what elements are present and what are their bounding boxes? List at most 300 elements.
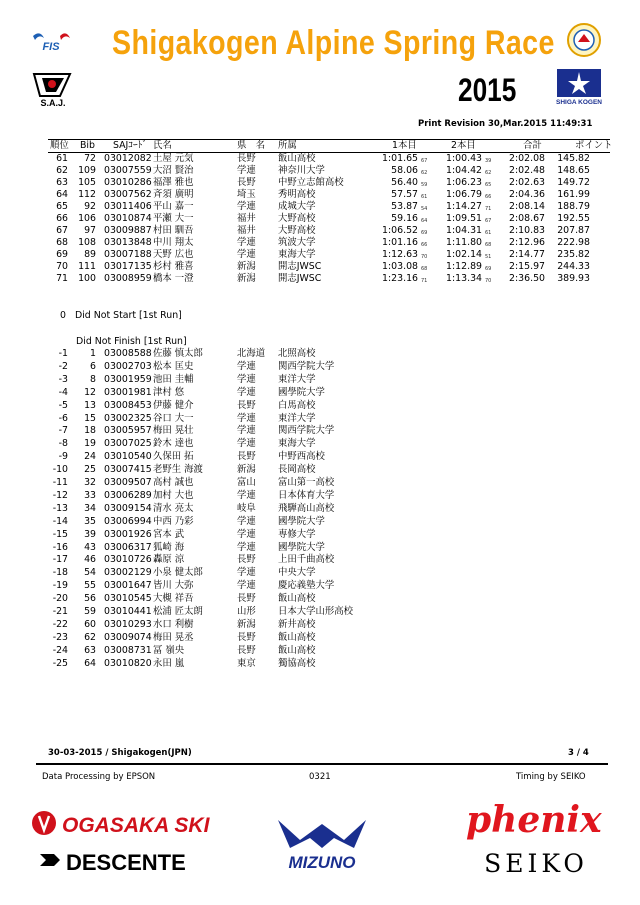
saj-code-cell: 03006289	[104, 489, 152, 501]
total-cell: 2:08.14	[509, 201, 545, 212]
rank-cell: -8	[58, 438, 68, 450]
name-cell: 宮本 武	[153, 528, 185, 540]
name-cell: 津村 悠	[153, 386, 185, 398]
bib-cell: 13	[84, 399, 96, 411]
header-total: 合計	[523, 140, 542, 151]
prefecture-cell: 学連	[237, 580, 256, 592]
bib-cell: 63	[84, 644, 96, 656]
svg-text:OGASAKA SKI: OGASAKA SKI	[62, 814, 210, 837]
rank-cell: -20	[52, 593, 68, 605]
name-cell: 小泉 健太郎	[153, 567, 203, 579]
club-cell: 成城大学	[278, 201, 316, 212]
saj-code-cell: 03007562	[104, 189, 152, 200]
run2-rank: 66	[485, 194, 492, 200]
name-cell: 佐藤 慎太郎	[153, 348, 203, 359]
bib-cell: 18	[84, 425, 96, 437]
bib-cell: 54	[84, 567, 96, 579]
club-cell: 神奈川大学	[278, 165, 325, 176]
prefecture-cell: 学連	[237, 489, 256, 501]
club-cell: 北照高校	[278, 348, 316, 359]
saj-code-cell: 03010545	[104, 593, 152, 605]
saj-code-cell: 03008959	[104, 273, 152, 284]
bib-cell: 24	[84, 451, 96, 463]
rank-cell: -2	[58, 360, 68, 372]
saj-code-cell: 03007188	[104, 249, 152, 260]
bib-cell: 92	[84, 201, 96, 212]
club-cell: 東海大学	[278, 249, 316, 260]
saj-code-cell: 03007415	[104, 464, 152, 476]
saj-code-cell: 03008731	[104, 644, 152, 656]
name-cell: 梅田 晃壮	[153, 425, 194, 437]
points-cell: 244.33	[557, 261, 590, 272]
rank-cell: -4	[58, 386, 68, 398]
total-cell: 2:08.67	[509, 213, 545, 224]
svg-text:SHIGA KOGEN: SHIGA KOGEN	[556, 99, 602, 105]
name-cell: 池田 圭輔	[153, 373, 194, 385]
club-cell: 大野高校	[278, 213, 316, 224]
bib-cell: 35	[84, 515, 96, 527]
fis-logo	[30, 30, 72, 54]
saj-code-cell: 03010874	[104, 213, 152, 224]
dns-label: Did Not Start [1st Run]	[74, 310, 182, 321]
run1-rank: 64	[421, 218, 428, 224]
run2-rank: 61	[485, 230, 492, 236]
bib-cell: 12	[84, 386, 96, 398]
run2-rank: 69	[485, 266, 492, 272]
prefecture-cell: 学連	[237, 412, 256, 424]
rank-cell: -19	[52, 580, 68, 592]
club-cell: 大野高校	[278, 225, 316, 236]
phenix-logo	[462, 800, 608, 842]
saj-code-cell: 03007025	[104, 438, 152, 450]
club-cell: 新井高校	[278, 618, 316, 630]
rank-cell: -7	[58, 425, 68, 437]
mizuno-logo	[272, 814, 372, 872]
run1-cell: 57.57	[391, 189, 418, 200]
prefecture-cell: 学連	[237, 567, 256, 579]
points-cell: 389.93	[557, 273, 590, 284]
rank-cell: -10	[52, 464, 68, 476]
points-cell: 161.99	[557, 189, 590, 200]
svg-text:SEIKO: SEIKO	[484, 849, 588, 876]
bib-cell: 108	[78, 237, 96, 248]
bib-cell: 1	[90, 348, 96, 359]
club-cell: 飯山高校	[278, 644, 316, 656]
saj-code-cell: 03002325	[104, 412, 152, 424]
run1-cell: 1:01.16	[382, 237, 418, 248]
footer-rule	[36, 763, 608, 765]
total-cell: 2:36.50	[509, 273, 545, 284]
name-cell: 村田 馴吾	[153, 225, 194, 236]
rank-cell: -13	[52, 502, 68, 514]
run2-rank: 68	[485, 242, 492, 248]
run1-cell: 1:06.52	[382, 225, 418, 236]
club-cell: 獨協高校	[278, 657, 316, 669]
saj-code-cell: 03017135	[104, 261, 152, 272]
points-cell: 148.65	[557, 165, 590, 176]
header-points: ポイント	[575, 140, 613, 151]
prefecture-cell: 学連	[237, 541, 256, 553]
club-cell: 専修大学	[278, 528, 316, 540]
club-cell: 富山第一高校	[278, 477, 335, 488]
name-cell: 土屋 元気	[153, 153, 194, 164]
name-cell: 老野生 海渡	[153, 464, 203, 476]
rank-cell: -9	[58, 451, 68, 463]
name-cell: 平瀬 大一	[153, 213, 194, 224]
name-cell: 谷口 大一	[153, 412, 194, 424]
prefecture-cell: 学連	[237, 386, 256, 398]
prefecture-cell: 学連	[237, 201, 256, 212]
run1-rank: 59	[421, 182, 428, 188]
prefecture-cell: 長野	[237, 399, 256, 411]
saj-code-cell: 03010441	[104, 606, 152, 617]
club-cell: 國學院大学	[278, 386, 325, 398]
points-cell: 192.55	[557, 213, 590, 224]
name-cell: 大槻 祥吾	[153, 593, 194, 605]
club-cell: 白馬高校	[278, 399, 316, 411]
run1-rank: 67	[421, 158, 428, 164]
rank-cell: -14	[52, 515, 68, 527]
name-cell: 水口 利樹	[153, 618, 194, 630]
prefecture-cell: 山形	[237, 606, 256, 617]
prefecture-cell: 学連	[237, 515, 256, 527]
prefecture-cell: 新潟	[237, 261, 256, 272]
footer-timing: Timing by SEIKO	[516, 772, 586, 782]
rank-cell: -25	[52, 657, 68, 669]
saj-code-cell: 03010820	[104, 657, 152, 669]
prefecture-cell: 学連	[237, 237, 256, 248]
name-cell: 皆川 大弥	[153, 580, 194, 592]
saj-code-cell: 03001959	[104, 373, 152, 385]
club-cell: 東洋大学	[278, 373, 316, 385]
bib-cell: 15	[84, 412, 96, 424]
run2-rank: 65	[485, 182, 492, 188]
header-run2: 2本目	[451, 140, 476, 151]
bib-cell: 60	[84, 618, 96, 630]
club-cell: 中央大学	[278, 567, 316, 579]
run1-rank: 61	[421, 194, 428, 200]
saj-code-cell: 03008453	[104, 399, 152, 411]
dnf-label: Did Not Finish [1st Run]	[76, 336, 187, 347]
header-prefecture: 県 名	[237, 140, 266, 151]
run1-rank: 54	[421, 206, 428, 212]
run2-cell: 1:04.31	[446, 225, 482, 236]
run2-rank: 39	[485, 158, 492, 164]
saj-logo	[30, 70, 76, 108]
prefecture-cell: 長野	[237, 631, 256, 643]
svg-text:DESCENTE: DESCENTE	[66, 850, 186, 875]
club-cell: 筑波大学	[278, 237, 316, 248]
footer-code: 0321	[309, 772, 331, 782]
rank-cell: -17	[52, 554, 68, 566]
run2-cell: 1:06.23	[446, 177, 482, 188]
run1-rank: 62	[421, 170, 428, 176]
points-cell: 149.72	[557, 177, 590, 188]
run2-cell: 1:09.51	[446, 213, 482, 224]
rank-cell: -5	[58, 399, 68, 411]
run1-rank: 69	[421, 230, 428, 236]
prefecture-cell: 岐阜	[237, 502, 256, 514]
saj-code-cell: 03001647	[104, 580, 152, 592]
name-cell: 斉須 廣明	[153, 189, 194, 200]
print-revision: Print Revision 30,Mar.2015 11:49:31	[418, 119, 593, 129]
saj-code-cell: 03007559	[104, 165, 152, 176]
prefecture-cell: 長野	[237, 153, 256, 164]
prefecture-cell: 学連	[237, 165, 256, 176]
rank-cell: -22	[52, 618, 68, 630]
saj-code-cell: 03011406	[104, 201, 152, 212]
saj-code-cell: 03012082	[104, 153, 152, 164]
name-cell: 清水 亮太	[153, 502, 194, 514]
name-cell: 轟原 涼	[153, 554, 185, 566]
rank-cell: 71	[56, 273, 68, 284]
run1-cell: 53.87	[391, 201, 418, 212]
dns-section	[60, 310, 182, 321]
rank-cell: -24	[52, 644, 68, 656]
header-run1: 1本目	[392, 140, 417, 151]
prefecture-cell: 長野	[237, 593, 256, 605]
saj-code-cell: 03001981	[104, 386, 152, 398]
total-cell: 2:15.97	[509, 261, 545, 272]
bib-cell: 100	[78, 273, 96, 284]
club-cell: 中野立志館高校	[278, 177, 344, 188]
bib-cell: 106	[78, 213, 96, 224]
total-cell: 2:14.77	[509, 249, 545, 260]
name-cell: 福澤 雅也	[153, 177, 194, 188]
rank-cell: -23	[52, 631, 68, 643]
prefecture-cell: 学連	[237, 373, 256, 385]
bib-cell: 59	[84, 606, 96, 617]
prefecture-cell: 新潟	[237, 618, 256, 630]
svg-text:MIZUNO: MIZUNO	[288, 853, 356, 872]
svg-text:phenix: phenix	[466, 800, 602, 841]
header-club: 所属	[278, 140, 297, 151]
run1-rank: 66	[421, 242, 428, 248]
name-cell: 久保田 拓	[153, 451, 194, 463]
club-cell: 開志JWSC	[278, 273, 322, 284]
bib-cell: 8	[90, 373, 96, 385]
prefecture-cell: 福井	[237, 213, 256, 224]
header-bib: Bib	[80, 140, 95, 151]
event-year: 2015	[458, 72, 517, 108]
name-cell: 松浦 匠太朗	[153, 606, 203, 617]
run1-rank: 70	[421, 254, 428, 260]
footer-page: 3 / 4	[568, 748, 589, 758]
prefecture-cell: 学連	[237, 528, 256, 540]
footer-date-place: 30-03-2015 / Shigakogen(JPN)	[48, 748, 192, 758]
run2-cell: 1:14.27	[446, 201, 482, 212]
prefecture-cell: 新潟	[237, 464, 256, 476]
bib-cell: 111	[78, 261, 96, 272]
name-cell: 大沼 賢治	[153, 165, 194, 176]
bib-cell: 72	[84, 153, 96, 164]
club-cell: 飯山高校	[278, 593, 316, 605]
run2-cell: 1:00.43	[446, 153, 482, 164]
name-cell: 平山 嘉一	[153, 201, 194, 212]
bib-cell: 32	[84, 477, 96, 488]
bib-cell: 39	[84, 528, 96, 540]
rank-cell: 70	[56, 261, 68, 272]
saj-code-cell: 03013848	[104, 237, 152, 248]
club-cell: 東海大学	[278, 438, 316, 450]
name-cell: 伊藤 健介	[153, 399, 194, 411]
saj-code-cell: 03006317	[104, 541, 152, 553]
saj-code-cell: 03010293	[104, 618, 152, 630]
rank-cell: 64	[56, 189, 68, 200]
name-cell: 梅田 晃丞	[153, 631, 194, 643]
club-cell: 秀明高校	[278, 189, 316, 200]
total-cell: 2:10.83	[509, 225, 545, 236]
club-cell: 國學院大学	[278, 515, 325, 527]
club-cell: 飛騨高山高校	[278, 502, 335, 514]
run1-cell: 1:01.65	[382, 153, 418, 164]
points-cell: 222.98	[557, 237, 590, 248]
bib-cell: 62	[84, 631, 96, 643]
rank-cell: -12	[52, 489, 68, 501]
rank-cell: 65	[56, 201, 68, 212]
bib-cell: 19	[84, 438, 96, 450]
run2-cell: 1:13.34	[446, 273, 482, 284]
saj-code-cell: 03010540	[104, 451, 152, 463]
saj-code-cell: 03010286	[104, 177, 152, 188]
club-cell: 飯山高校	[278, 153, 316, 164]
run2-cell: 1:11.80	[446, 237, 482, 248]
name-cell: 狐崎 海	[153, 541, 185, 553]
prefecture-cell: 富山	[237, 477, 256, 488]
saj-code-cell: 03002129	[104, 567, 152, 579]
club-cell: 関西学院大学	[278, 425, 335, 437]
header-name: 氏名	[153, 140, 172, 151]
rank-cell: -15	[52, 528, 68, 540]
name-cell: 中西 乃彩	[153, 515, 194, 527]
run2-rank: 62	[485, 170, 492, 176]
club-cell: 上田千曲高校	[278, 554, 335, 566]
run1-cell: 59.16	[391, 213, 418, 224]
saj-code-cell: 03006994	[104, 515, 152, 527]
rank-cell: 68	[56, 237, 68, 248]
rank-cell: 61	[56, 153, 68, 164]
prefecture-cell: 長野	[237, 644, 256, 656]
total-cell: 2:02.08	[509, 153, 545, 164]
run2-cell: 1:06.79	[446, 189, 482, 200]
club-cell: 日本大学山形高校	[278, 606, 354, 617]
saj-code-cell: 03009887	[104, 225, 152, 236]
prefecture-cell: 埼玉	[237, 189, 256, 200]
points-cell: 188.79	[557, 201, 590, 212]
name-cell: 永田 嵐	[153, 657, 185, 669]
points-cell: 207.87	[557, 225, 590, 236]
saj-code-cell: 03010726	[104, 554, 152, 566]
total-cell: 2:04.36	[509, 189, 545, 200]
rank-cell: 66	[56, 213, 68, 224]
bib-cell: 46	[84, 554, 96, 566]
run2-rank: 70	[485, 278, 492, 284]
prefecture-cell: 学連	[237, 360, 256, 372]
bib-cell: 25	[84, 464, 96, 476]
run2-rank: 71	[485, 206, 492, 212]
prefecture-cell: 長野	[237, 451, 256, 463]
svg-text:S.A.J.: S.A.J.	[40, 98, 66, 108]
rank-cell: -1	[58, 348, 68, 359]
rank-cell: 63	[56, 177, 68, 188]
prefecture-cell: 学連	[237, 425, 256, 437]
bib-cell: 56	[84, 593, 96, 605]
saj-code-cell: 03009154	[104, 502, 152, 514]
bib-cell: 64	[84, 657, 96, 669]
bib-cell: 6	[90, 360, 96, 372]
name-cell: 天野 広也	[153, 249, 194, 260]
bib-cell: 89	[84, 249, 96, 260]
rank-cell: -6	[58, 412, 68, 424]
name-cell: 中川 翔太	[153, 237, 194, 248]
club-cell: 東洋大学	[278, 412, 316, 424]
club-cell: 開志JWSC	[278, 261, 322, 272]
club-cell: 関西学院大学	[278, 360, 335, 372]
run2-cell: 1:04.42	[446, 165, 482, 176]
footer-data-processing: Data Processing by EPSON	[42, 772, 156, 782]
rank-cell: -16	[52, 541, 68, 553]
saj-code-cell: 03008588	[104, 348, 152, 359]
club-cell: 慶応義塾大学	[278, 580, 335, 592]
prefecture-cell: 長野	[237, 554, 256, 566]
bib-cell: 33	[84, 489, 96, 501]
saj-code-cell: 03009074	[104, 631, 152, 643]
run1-cell: 56.40	[391, 177, 418, 188]
prefecture-cell: 学連	[237, 249, 256, 260]
run1-cell: 1:23.16	[382, 273, 418, 284]
event-title: Shigakogen Alpine Spring Race	[112, 24, 555, 62]
run1-cell: 1:12.63	[382, 249, 418, 260]
name-cell: 松本 匡史	[153, 360, 194, 372]
total-cell: 2:12.96	[509, 237, 545, 248]
rank-cell: -3	[58, 373, 68, 385]
seiko-logo	[470, 848, 602, 876]
run2-cell: 1:12.89	[446, 261, 482, 272]
prefecture-cell: 学連	[237, 438, 256, 450]
dns-count: 0	[60, 310, 66, 321]
points-cell: 235.82	[557, 249, 590, 260]
rank-cell: -21	[52, 606, 68, 617]
rank-cell: 62	[56, 165, 68, 176]
saj-code-cell: 03001926	[104, 528, 152, 540]
total-cell: 2:02.63	[509, 177, 545, 188]
run1-cell: 1:03.08	[382, 261, 418, 272]
bib-cell: 34	[84, 502, 96, 514]
saj-code-cell: 03002703	[104, 360, 152, 372]
bib-cell: 43	[84, 541, 96, 553]
saj-code-cell: 03005957	[104, 425, 152, 437]
rank-cell: -18	[52, 567, 68, 579]
table-header	[0, 140, 640, 152]
run1-cell: 58.06	[391, 165, 418, 176]
points-cell: 145.82	[557, 153, 590, 164]
run2-rank: 67	[485, 218, 492, 224]
race-emblem-logo	[566, 22, 602, 58]
club-cell: 日本体育大学	[278, 489, 335, 501]
saj-code-cell: 03009507	[104, 477, 152, 488]
name-cell: 高村 誠也	[153, 477, 194, 488]
bib-cell: 97	[84, 225, 96, 236]
rank-cell: -11	[52, 477, 68, 488]
bib-cell: 112	[78, 189, 96, 200]
name-cell: 冨 嶺央	[153, 644, 185, 656]
name-cell: 杉村 雅喜	[153, 261, 194, 272]
run1-rank: 68	[421, 266, 428, 272]
prefecture-cell: 福井	[237, 225, 256, 236]
svg-text:FIS: FIS	[42, 41, 60, 53]
rank-cell: 67	[56, 225, 68, 236]
run2-cell: 1:02.14	[446, 249, 482, 260]
